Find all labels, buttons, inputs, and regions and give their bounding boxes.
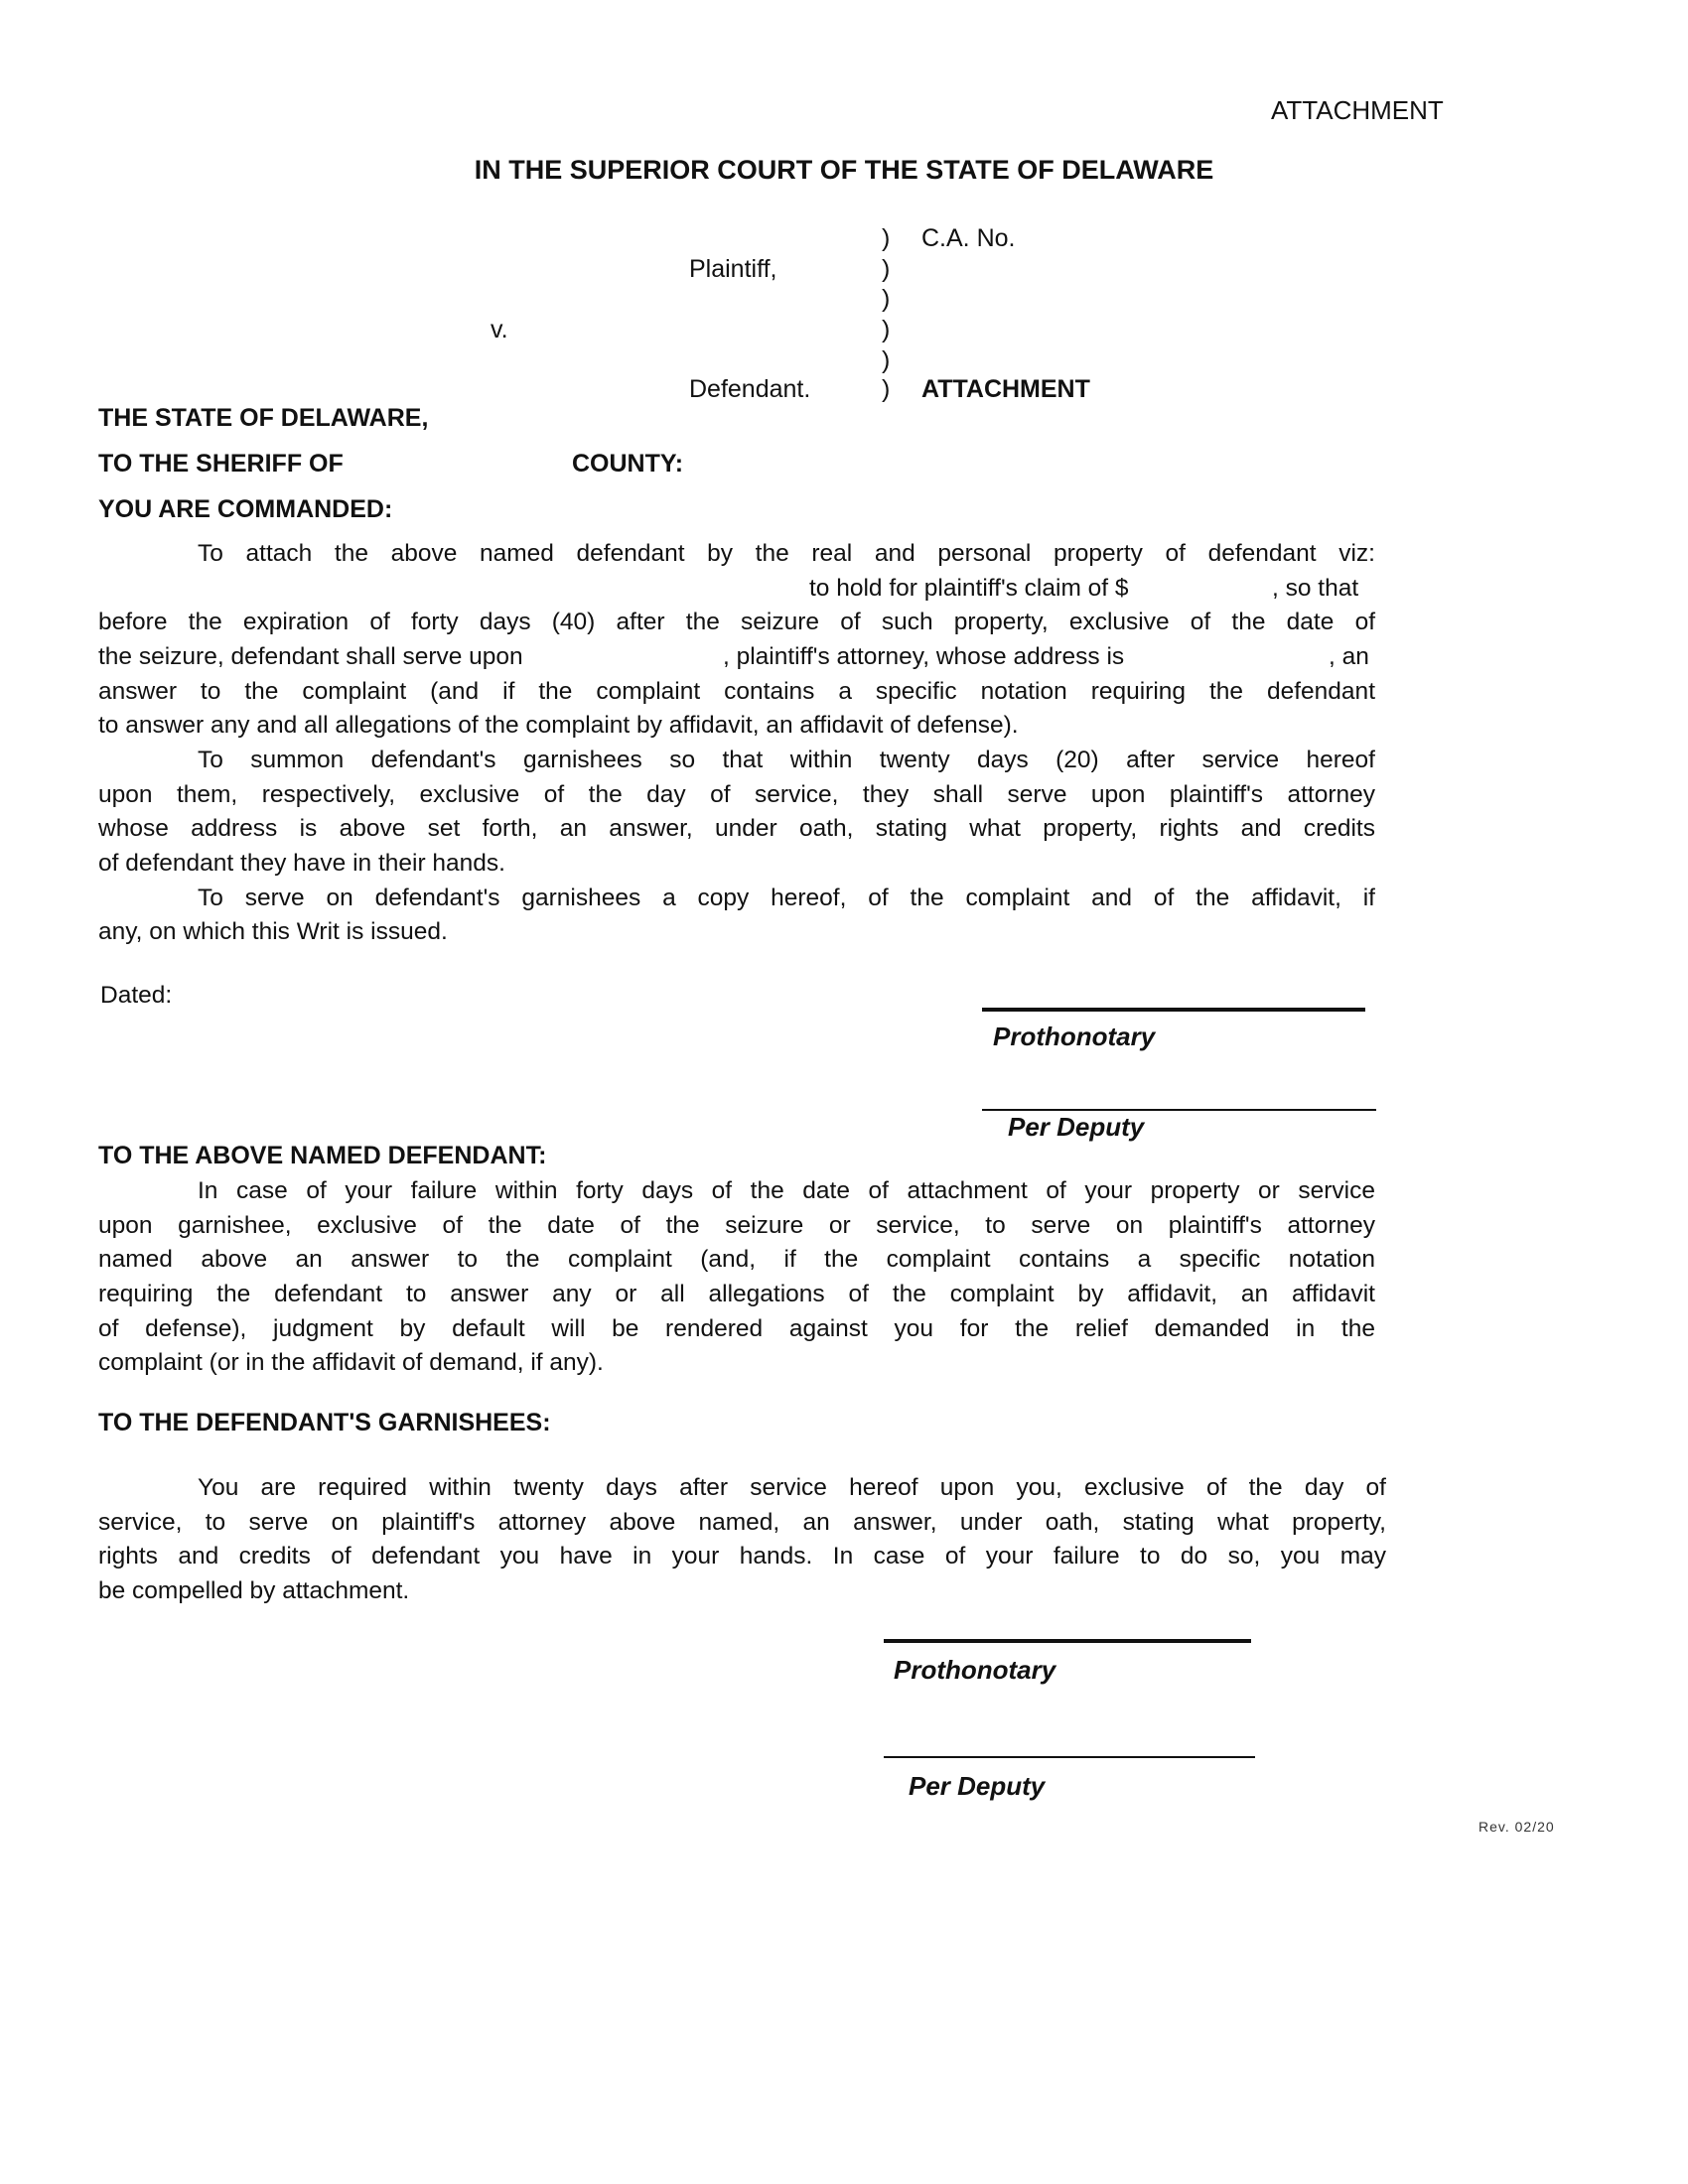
text-line: to answer any and all allegations of the complaint by affidavit, an affidavit of defense). [98,712,1019,739]
sheriff-address: TO THE SHERIFF OF [98,450,344,478]
state-address: THE STATE OF DELAWARE, [98,404,429,432]
defendant-label: Defendant. [689,375,811,403]
caption-paren: ) [882,346,891,374]
caption-paren: ) [882,224,891,252]
text-line: whose address is above set forth, an answer, under oath, stating what property, rights and credits [98,815,1375,842]
dated-label: Dated: [100,982,173,1009]
text-line: upon them, respectively, exclusive of the day of service, they shall serve upon plaintiff's attorney [98,781,1375,808]
text-line: , plaintiff's attorney, whose address is [723,643,1125,670]
signature-line [884,1639,1251,1643]
signature-line [982,1008,1365,1012]
revision-label: Rev. 02/20 [1478,1819,1555,1835]
text-line: complaint (or in the affidavit of demand, if any). [98,1349,604,1376]
text-line: , so that [1272,575,1359,602]
caption-paren: ) [882,255,891,283]
text-line: to hold for plaintiff's claim of $ [809,575,1129,602]
caption-paren: ) [882,375,891,403]
prothonotary-label: Prothonotary [894,1655,1056,1685]
text-line: To attach the above named defendant by the real and personal property of defendant viz: [198,540,1375,567]
text-line: upon garnishee, exclusive of the date of the seizure or service, to serve on plaintiff's attorney [98,1212,1375,1239]
caption-paren: ) [882,316,891,343]
text-line: You are required within twenty days after service hereof upon you, exclusive of the day of [198,1474,1386,1501]
prothonotary-label: Prothonotary [993,1022,1156,1051]
garnishee-notice-heading: TO THE DEFENDANT'S GARNISHEES: [98,1409,551,1436]
text-line: of defendant they have in their hands. [98,850,505,877]
text-line: To summon defendant's garnishees so that within twenty days (20) after service hereof [198,747,1375,773]
per-deputy-label: Per Deputy [1008,1112,1145,1142]
text-line: answer to the complaint (and if the complaint contains a specific notation requiring the defendant [98,678,1375,705]
document-title: ATTACHMENT [921,375,1090,403]
text-line: In case of your failure within forty days of the date of attachment of your property or service [198,1177,1375,1204]
deputy-signature-line [884,1756,1255,1758]
text-line: any, on which this Writ is issued. [98,918,448,945]
versus-label: v. [491,316,508,343]
text-line: requiring the defendant to answer any or all allegations of the complaint by affidavit, an affidavit [98,1281,1375,1307]
court-title: IN THE SUPERIOR COURT OF THE STATE OF DELAWARE [474,155,1214,185]
text-line: service, to serve on plaintiff's attorney above named, an answer, under oath, stating what property, [98,1509,1386,1536]
text-line: be compelled by attachment. [98,1577,410,1604]
per-deputy-label: Per Deputy [909,1771,1046,1801]
text-line: , an [1329,643,1369,670]
text-line: To serve on defendant's garnishees a copy hereof, of the complaint and of the affidavit, if [198,885,1375,911]
form-tag: ATTACHMENT [1271,95,1444,125]
text-line: before the expiration of forty days (40) after the seizure of such property, exclusive of the date of [98,609,1375,635]
text-line: of defense), judgment by default will be rendered against you for the relief demanded in the [98,1315,1375,1342]
plaintiff-label: Plaintiff, [689,255,777,283]
text-line: rights and credits of defendant you have in your hands. In case of your failure to do so, you may [98,1543,1386,1570]
county-label: COUNTY: [572,450,684,478]
caption-paren: ) [882,285,891,313]
commanded-heading: YOU ARE COMMANDED: [98,495,393,523]
defendant-notice-heading: TO THE ABOVE NAMED DEFENDANT: [98,1142,547,1169]
text-line: the seizure, defendant shall serve upon [98,643,523,670]
text-line: named above an answer to the complaint (and, if the complaint contains a specific notation [98,1246,1375,1273]
case-number-label: C.A. No. [921,224,1016,252]
